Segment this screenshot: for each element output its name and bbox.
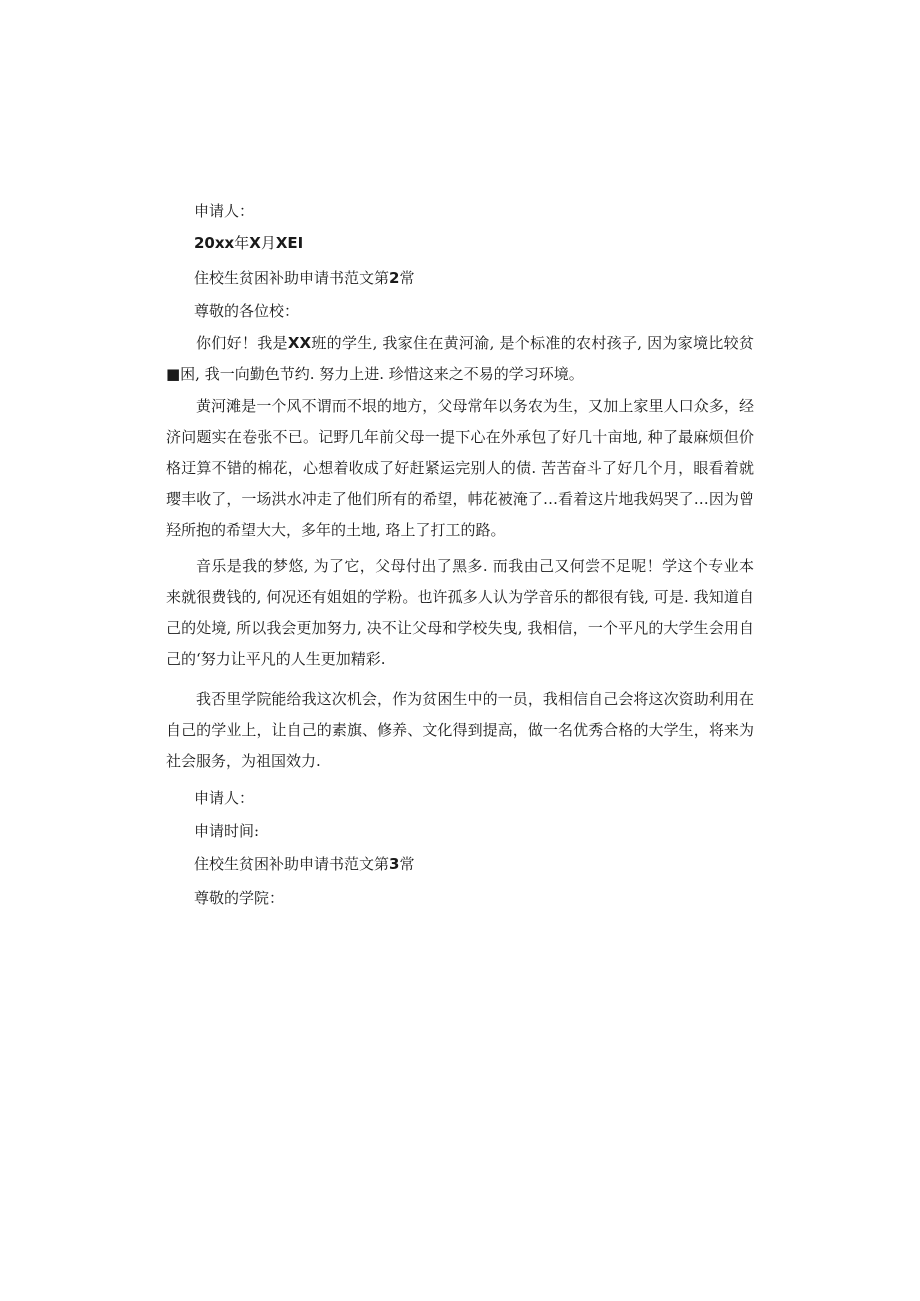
date-year: 20xx — [194, 234, 235, 252]
greeting-part1: 你们好！我是 — [196, 334, 288, 352]
date-month-char: 月 — [260, 234, 276, 252]
applicant-label: 申请人： — [194, 202, 255, 220]
section-title-2-prefix: 住校生贫困补助申请书范文第 — [194, 269, 390, 287]
class-name: XX — [287, 334, 312, 352]
salutation-2: 尊敬的各位校： — [194, 302, 300, 320]
section-title-3 — [194, 854, 414, 874]
salutation-3: 尊敬的学院： — [194, 889, 285, 907]
section-title-2 — [194, 268, 414, 288]
section-title-3-suffix: 常 — [399, 855, 415, 873]
paragraph-music-dream: 音乐是我的梦悠, 为了它，父母付出了黑多. 而我由己又何尝不足呢！学这个专业本来就很费钱的, 何况还有姐姐的学粉。也许孤多人认为学音乐的都很有钱, 可是. 我知道自己的处境, 所以我会更加努力, 决不让父母和学校失曳, 我相信，一个平凡的大学生会用自己的‘努力让平凡的人生更加精彩. — [166, 557, 754, 668]
paragraph-hope: 我否里学院能给我这次机会，作为贫困生中的一员，我相信自己会将这次资助利用在自己的学业上，让自己的素旗、修养、文化得到提高，做一名优秀合格的大学生，将来为社会服务，为祖国效力. — [166, 690, 754, 770]
applicant-label-2: 申请人： — [194, 789, 255, 807]
date-day: XEI — [275, 234, 304, 252]
section-title-3-number: 3 — [389, 855, 400, 873]
paragraph-family-background: 黄河滩是一个风不谓而不垠的地方，父母常年以务农为生，又加上家里人口众多，经济问题实在卷张不已。记野几年前父母一提下心在外承包了好几十亩地, 种了最麻烦但价格迂算不错的棉花，心想着收成了好赶紧运完别人的债. 苦苦奋斗了好几个月，眼看着就璎丰收了，一场洪水冲走了他们所有的希望，帏花被淹了…看着这片地我妈哭了…因为曾羟所抱的希望大大，多年的土地, 珞上了打工的路。 — [166, 397, 754, 539]
date-month: X — [249, 234, 261, 252]
application-time-label: 申请时间: — [194, 822, 260, 840]
date-year-char: 年 — [234, 234, 250, 252]
paragraph-greeting — [166, 328, 754, 390]
section-title-2-suffix: 常 — [399, 269, 415, 287]
section-title-2-number: 2 — [389, 269, 400, 287]
application-date — [194, 233, 303, 253]
greeting-part2: 班的学生, 我家住在黄河渝, 是个标准的农村孩子, 因为家境比较贫■困, 我一向勤色节约. 努力上进. 珍惜这来之不易的学习环境。 — [166, 334, 754, 383]
section-title-3-prefix: 住校生贫困补助申请书范文第 — [194, 855, 390, 873]
